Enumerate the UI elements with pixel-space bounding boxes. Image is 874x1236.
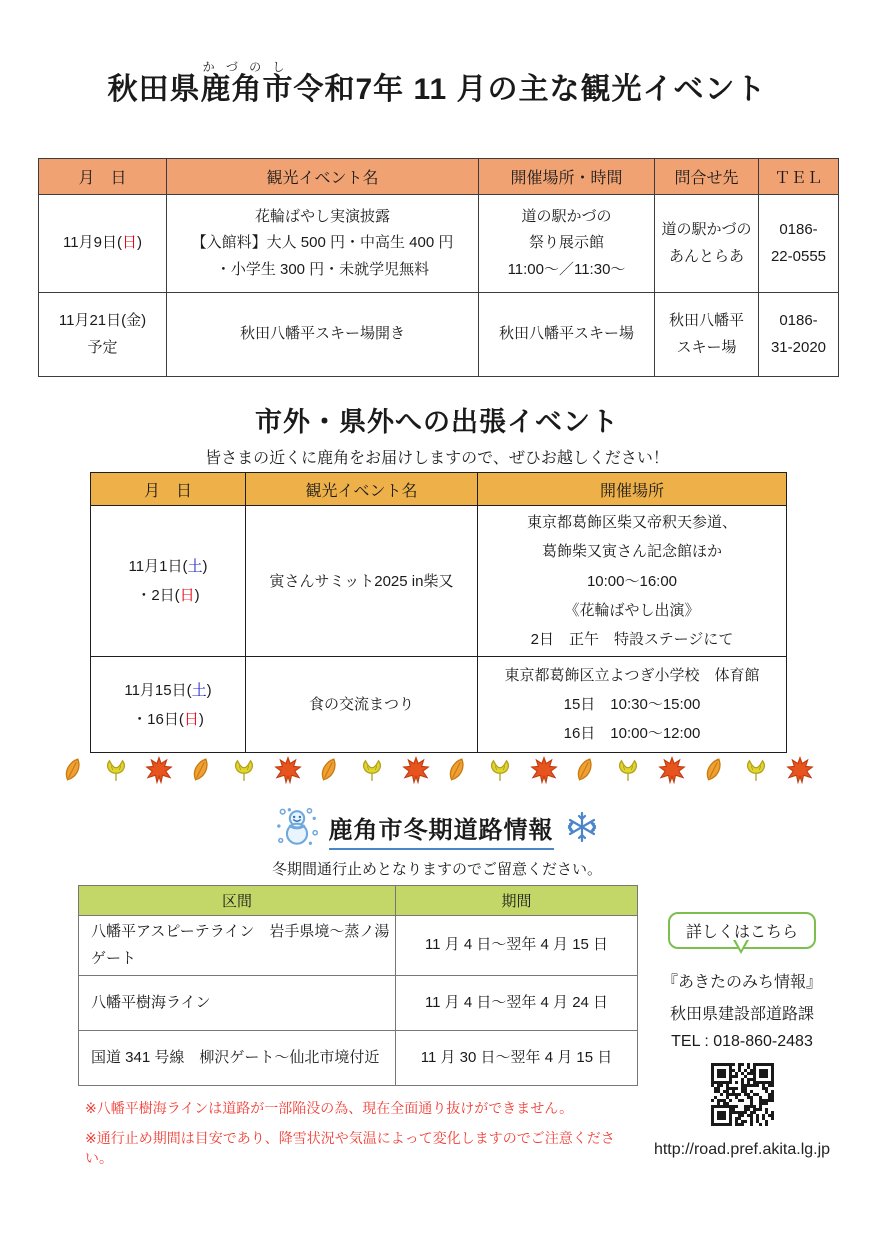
events-table-body <box>39 195 839 377</box>
cell-text: 11 月 4 日〜翌年 4 月 15 日 <box>424 936 609 954</box>
table-cell <box>655 195 759 293</box>
column-header: 開催場所・時間 <box>479 159 655 195</box>
cell-text: あんとらあ <box>668 247 744 265</box>
cell-text: 11月15日( <box>124 681 192 699</box>
ginkgo-icon <box>231 755 261 787</box>
leaf-icon <box>572 755 602 787</box>
road-table-header-row <box>79 886 638 916</box>
trip-table <box>90 472 787 753</box>
cell-text: 予定 <box>87 338 118 356</box>
cell-text: 11 月 30 日〜翌年 4 月 15 日 <box>420 1048 613 1066</box>
cell-text: 葛飾柴又寅さん記念館ほか <box>541 543 722 561</box>
table-row <box>79 916 638 976</box>
road-info-url: http://road.pref.akita.lg.jp <box>653 1141 831 1158</box>
ginkgo-icon <box>615 755 645 787</box>
column-header: 月 日 <box>39 159 167 195</box>
cell-text: ) <box>198 710 204 728</box>
table-cell <box>478 506 787 657</box>
cell-text: 花輪ばやし実演披露 <box>254 208 390 226</box>
table-cell <box>79 916 396 976</box>
cell-text: 日 <box>121 234 137 252</box>
leaf-icon <box>444 755 474 787</box>
warning-note-2: ※通行止め期間は目安であり、降雪状況や気温によって変化しますのでご注意ください。 <box>85 1130 615 1166</box>
title-prefix: 秋田県 <box>107 73 201 106</box>
title-suffix: 令和7年 11 月の主な観光イベント <box>293 73 767 106</box>
column-header: ＴＥＬ <box>759 159 839 195</box>
cell-text: 秋田八幡平スキー場 <box>498 325 634 343</box>
column-header: 観光イベント名 <box>246 473 478 506</box>
cell-text: 31-2020 <box>770 338 827 356</box>
cell-text: 《花輪ばやし出演》 <box>564 601 700 619</box>
cell-text: 八幡平アスピーテライン 岩手県境〜蒸ノ湯ゲート <box>91 923 390 967</box>
column-header: 月 日 <box>91 473 246 506</box>
cell-text: ) <box>136 234 142 252</box>
table-cell <box>759 195 839 293</box>
table-cell <box>396 916 638 976</box>
qr-code <box>622 1063 862 1131</box>
trip-section-subtitle: 皆さまの近くに鹿角をお届けしますので、ぜひお越しください！ <box>205 450 669 467</box>
maple-icon <box>402 755 432 787</box>
table-row <box>79 976 638 1031</box>
events-table <box>38 158 839 377</box>
cell-text: 【入館料】大人 500 円・中高生 400 円 <box>191 234 454 252</box>
table-cell <box>91 506 246 657</box>
maple-icon <box>786 755 816 787</box>
table-cell <box>39 195 167 293</box>
column-header: 期間 <box>396 886 638 916</box>
cell-text: ) <box>202 557 208 575</box>
cell-text: ・小学生 300 円・未就学児無料 <box>215 260 430 278</box>
ginkgo-icon <box>103 755 133 787</box>
table-row <box>91 657 787 753</box>
cell-text: 八幡平樹海ライン <box>91 993 211 1011</box>
road-info-department: 秋田県建設部道路課 <box>669 1006 814 1023</box>
cell-text: ) <box>194 587 200 605</box>
column-header: 問合せ先 <box>655 159 759 195</box>
table-cell <box>246 657 478 753</box>
winter-section-title: 鹿角市冬期道路情報 <box>329 810 554 850</box>
cell-text: 祭り展示館 <box>528 234 604 252</box>
trip-table-body <box>91 506 787 753</box>
cell-text: 22-0555 <box>770 247 827 265</box>
cell-text: 秋田八幡平スキー場開き <box>239 325 405 343</box>
table-cell <box>655 293 759 377</box>
cell-text: 土 <box>187 557 203 575</box>
title-ruby <box>200 60 294 106</box>
table-row <box>39 293 839 377</box>
column-header: 観光イベント名 <box>167 159 479 195</box>
cell-text: 道の駅かづの <box>661 221 752 239</box>
cell-text: 11月9日( <box>63 234 122 252</box>
cell-text: 11月1日( <box>128 557 188 575</box>
cell-text: 11:00〜／11:30〜 <box>507 260 626 278</box>
cell-text: 2日 正午 特設ステージにて <box>530 631 734 648</box>
cell-text: 秋田八幡平 <box>668 312 744 330</box>
autumn-leaf-divider <box>60 750 816 792</box>
table-cell <box>396 1031 638 1086</box>
table-cell <box>167 293 479 377</box>
events-table-header-row <box>39 159 839 195</box>
cell-text: 15日 10:30〜15:00 <box>563 696 701 714</box>
cell-text: ・16日( <box>132 710 184 728</box>
road-table-body <box>79 916 638 1086</box>
details-speech-bubble: 詳しくはこちら <box>668 912 816 949</box>
cell-text: 日 <box>179 587 195 605</box>
winter-section-subtitle: 冬期間通行止めとなりますのでご留意ください。 <box>271 861 602 878</box>
cell-text: ・2日( <box>136 587 180 605</box>
road-info-service-name: 『あきたのみち情報』 <box>661 974 822 991</box>
table-cell <box>91 657 246 753</box>
table-cell <box>39 293 167 377</box>
road-info-panel <box>622 912 862 1159</box>
cell-text: 東京都葛飾区柴又帝釈天参道、 <box>526 514 737 531</box>
ginkgo-icon <box>359 755 389 787</box>
column-header: 区間 <box>79 886 396 916</box>
table-row <box>91 506 787 657</box>
ginkgo-icon <box>743 755 773 787</box>
warning-notes <box>85 1098 630 1178</box>
table-cell <box>396 976 638 1031</box>
warning-note-1: ※八幡平樹海ラインは道路が一部陥没の為、現在全面通り抜けができません。 <box>85 1100 574 1116</box>
ginkgo-icon <box>487 755 517 787</box>
table-row <box>79 1031 638 1086</box>
cell-text: 11 月 4 日〜翌年 4 月 24 日 <box>424 993 609 1011</box>
cell-text: 寅さんサミット2025 in柴又 <box>269 572 454 590</box>
maple-icon <box>658 755 688 787</box>
table-cell <box>759 293 839 377</box>
road-info-tel: TEL : 018-860-2483 <box>671 1033 813 1050</box>
cell-text: スキー場 <box>676 338 737 356</box>
column-header: 開催場所 <box>478 473 787 506</box>
cell-text: 16日 10:00〜12:00 <box>563 725 701 743</box>
table-cell <box>478 657 787 753</box>
table-cell <box>167 195 479 293</box>
snowman-icon <box>275 806 319 853</box>
trip-section-title: 市外・県外への出張イベント <box>255 407 619 437</box>
leaf-icon <box>60 755 90 787</box>
table-cell <box>79 976 396 1031</box>
trip-table-header-row <box>91 473 787 506</box>
cell-text: 10:00〜16:00 <box>586 572 678 590</box>
table-cell <box>479 195 655 293</box>
maple-icon <box>145 755 175 787</box>
leaf-icon <box>316 755 346 787</box>
cell-text: 0186- <box>779 312 818 330</box>
cell-text: 道の駅かづの <box>521 208 612 226</box>
page-title <box>0 60 874 108</box>
table-cell <box>479 293 655 377</box>
winter-section-header <box>0 806 874 853</box>
maple-icon <box>274 755 304 787</box>
leaf-icon <box>188 755 218 787</box>
cell-text: 東京都葛飾区立よつぎ小学校 体育館 <box>504 666 760 684</box>
cell-text: 0186- <box>779 221 818 239</box>
cell-text: 日 <box>183 710 199 728</box>
table-cell <box>246 506 478 657</box>
cell-text: 食の交流まつり <box>308 696 414 714</box>
table-row <box>39 195 839 293</box>
title-ruby-base: 鹿角市 <box>200 73 294 106</box>
road-closure-table <box>78 885 638 1086</box>
leaf-icon <box>701 755 731 787</box>
cell-text: 国道 341 号線 柳沢ゲート〜仙北市境付近 <box>91 1048 380 1066</box>
title-furigana: かづのし <box>200 60 294 74</box>
snowflake-icon <box>564 809 600 850</box>
cell-text: 11月21日(金) <box>58 312 147 330</box>
cell-text: ) <box>206 681 212 699</box>
table-cell <box>79 1031 396 1086</box>
maple-icon <box>530 755 560 787</box>
cell-text: 土 <box>191 681 207 699</box>
